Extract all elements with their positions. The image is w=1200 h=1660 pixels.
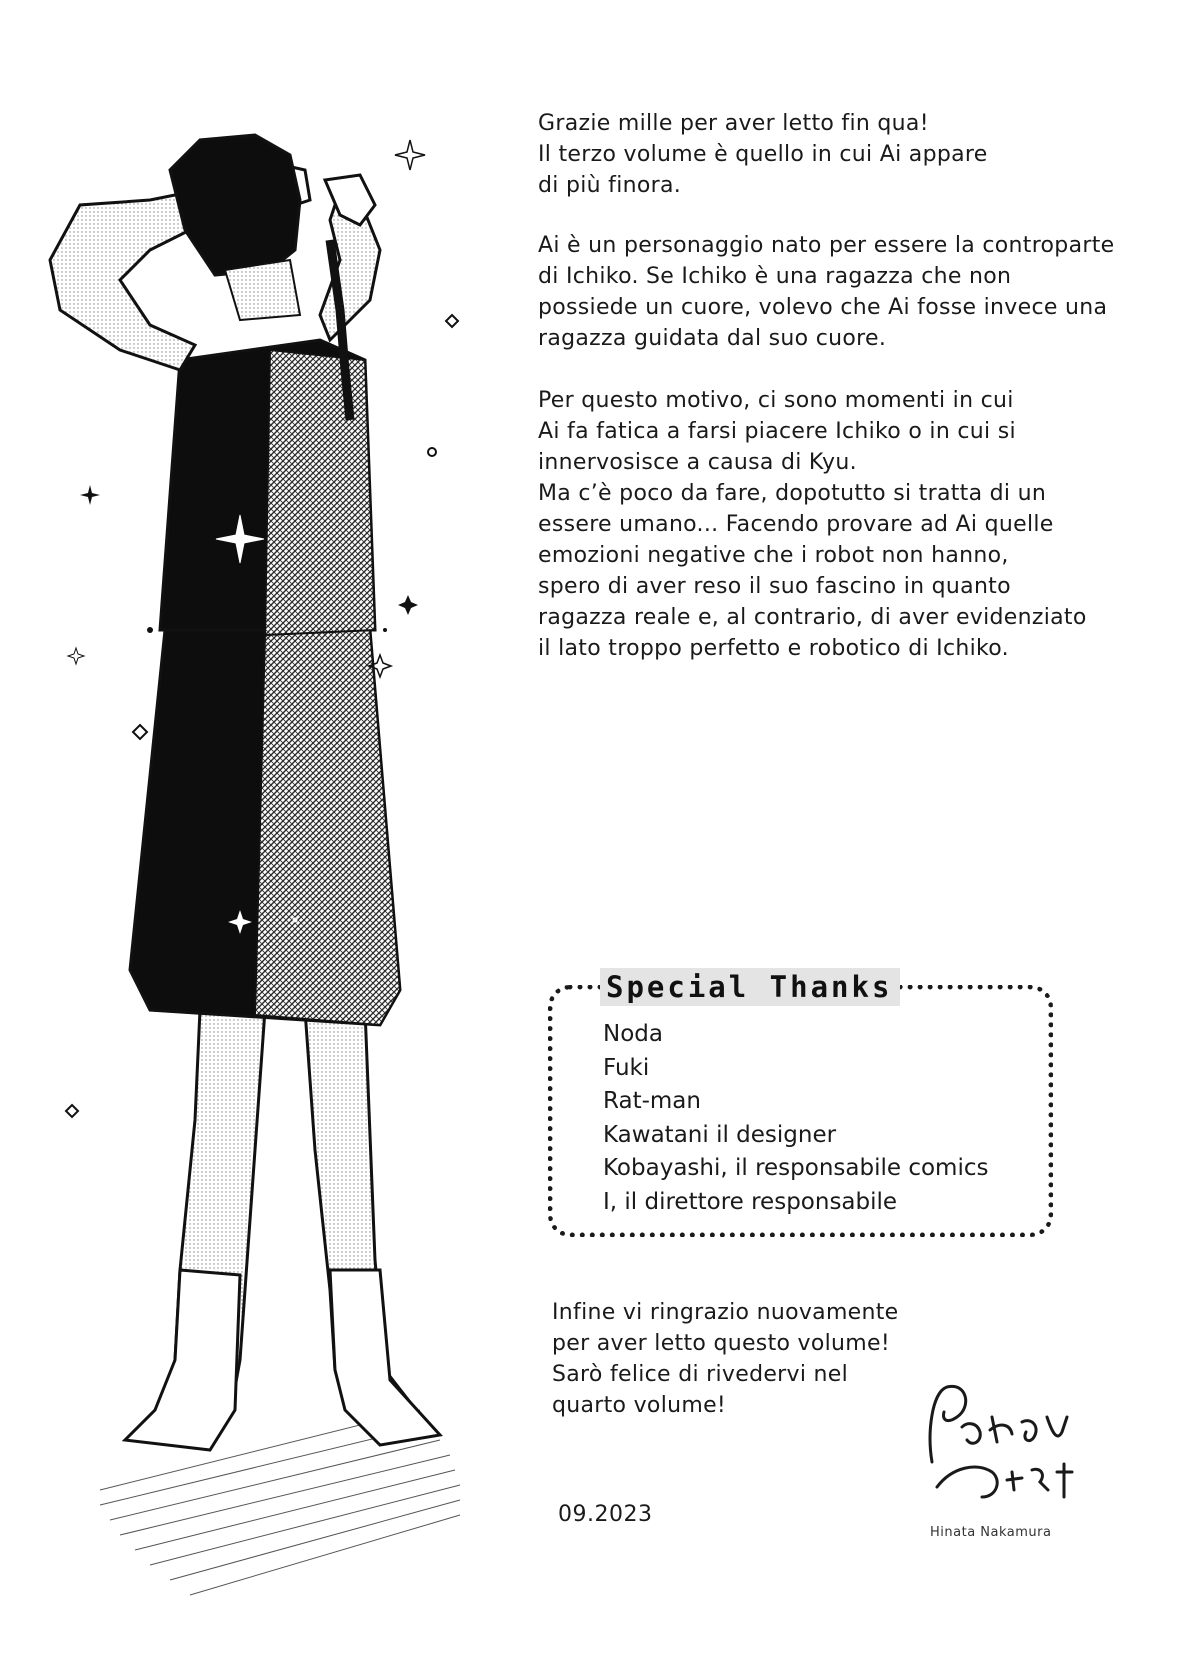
text-line: di Ichiko. Se Ichiko è una ragazza che non bbox=[538, 264, 1012, 289]
afterword-paragraph-3 bbox=[538, 385, 1098, 664]
text-line: emozioni negative che i robot non hanno, bbox=[538, 543, 1009, 568]
text-line: Il terzo volume è quello in cui Ai appare bbox=[538, 142, 988, 167]
text-line: Infine vi ringrazio nuovamente bbox=[552, 1300, 899, 1325]
text-line: il lato troppo perfetto e robotico di Ichiko. bbox=[538, 636, 1009, 661]
text-line: innervosisce a causa di Kyu. bbox=[538, 450, 857, 475]
text-line: Grazie mille per aver letto fin qua! bbox=[538, 111, 929, 136]
list-item: Noda bbox=[603, 1021, 663, 1047]
signature-image bbox=[922, 1372, 1092, 1512]
text-line: Sarò felice di rivedervi nel bbox=[552, 1362, 849, 1387]
text-line: spero di aver reso il suo fascino in quanto bbox=[538, 574, 1011, 599]
afterword-paragraph-1 bbox=[538, 108, 1098, 201]
text-line: possiede un cuore, volevo che Ai fosse invece una bbox=[538, 295, 1108, 320]
list-item: I, il direttore responsabile bbox=[603, 1188, 898, 1215]
text-line: ragazza reale e, al contrario, di aver evidenziato bbox=[538, 605, 1087, 630]
text-line: ragazza guidata dal suo cuore. bbox=[538, 326, 887, 351]
text-line: per aver letto questo volume! bbox=[552, 1331, 890, 1356]
text-line: Ma c’è poco da fare, dopotutto si tratta di un bbox=[538, 481, 1047, 506]
girl-illustration bbox=[40, 110, 510, 1600]
list-item: Fuki bbox=[603, 1054, 650, 1081]
list-item: Kawatani il designer bbox=[603, 1121, 837, 1148]
text-line: Ai fa fatica a farsi piacere Ichiko o in cui si bbox=[538, 419, 1016, 444]
special-thanks-list bbox=[603, 1018, 988, 1219]
afterword-paragraph-2 bbox=[538, 230, 1115, 354]
list-item: Kobayashi, il responsabile comics bbox=[603, 1155, 989, 1181]
text-line: essere umano... Facendo provare ad Ai quelle bbox=[538, 512, 1054, 537]
author-name: Hinata Nakamura bbox=[930, 1525, 1052, 1540]
text-line: Ai è un personaggio nato per essere la controparte bbox=[538, 233, 1115, 258]
special-thanks-title: Special Thanks bbox=[600, 968, 900, 1006]
text-line: quarto volume! bbox=[552, 1393, 727, 1418]
text-line: di più finora. bbox=[538, 173, 682, 198]
date-label: 09.2023 bbox=[558, 1502, 653, 1527]
text-line: Per questo motivo, ci sono momenti in cui bbox=[538, 388, 1014, 413]
list-item: Rat-man bbox=[603, 1088, 701, 1114]
